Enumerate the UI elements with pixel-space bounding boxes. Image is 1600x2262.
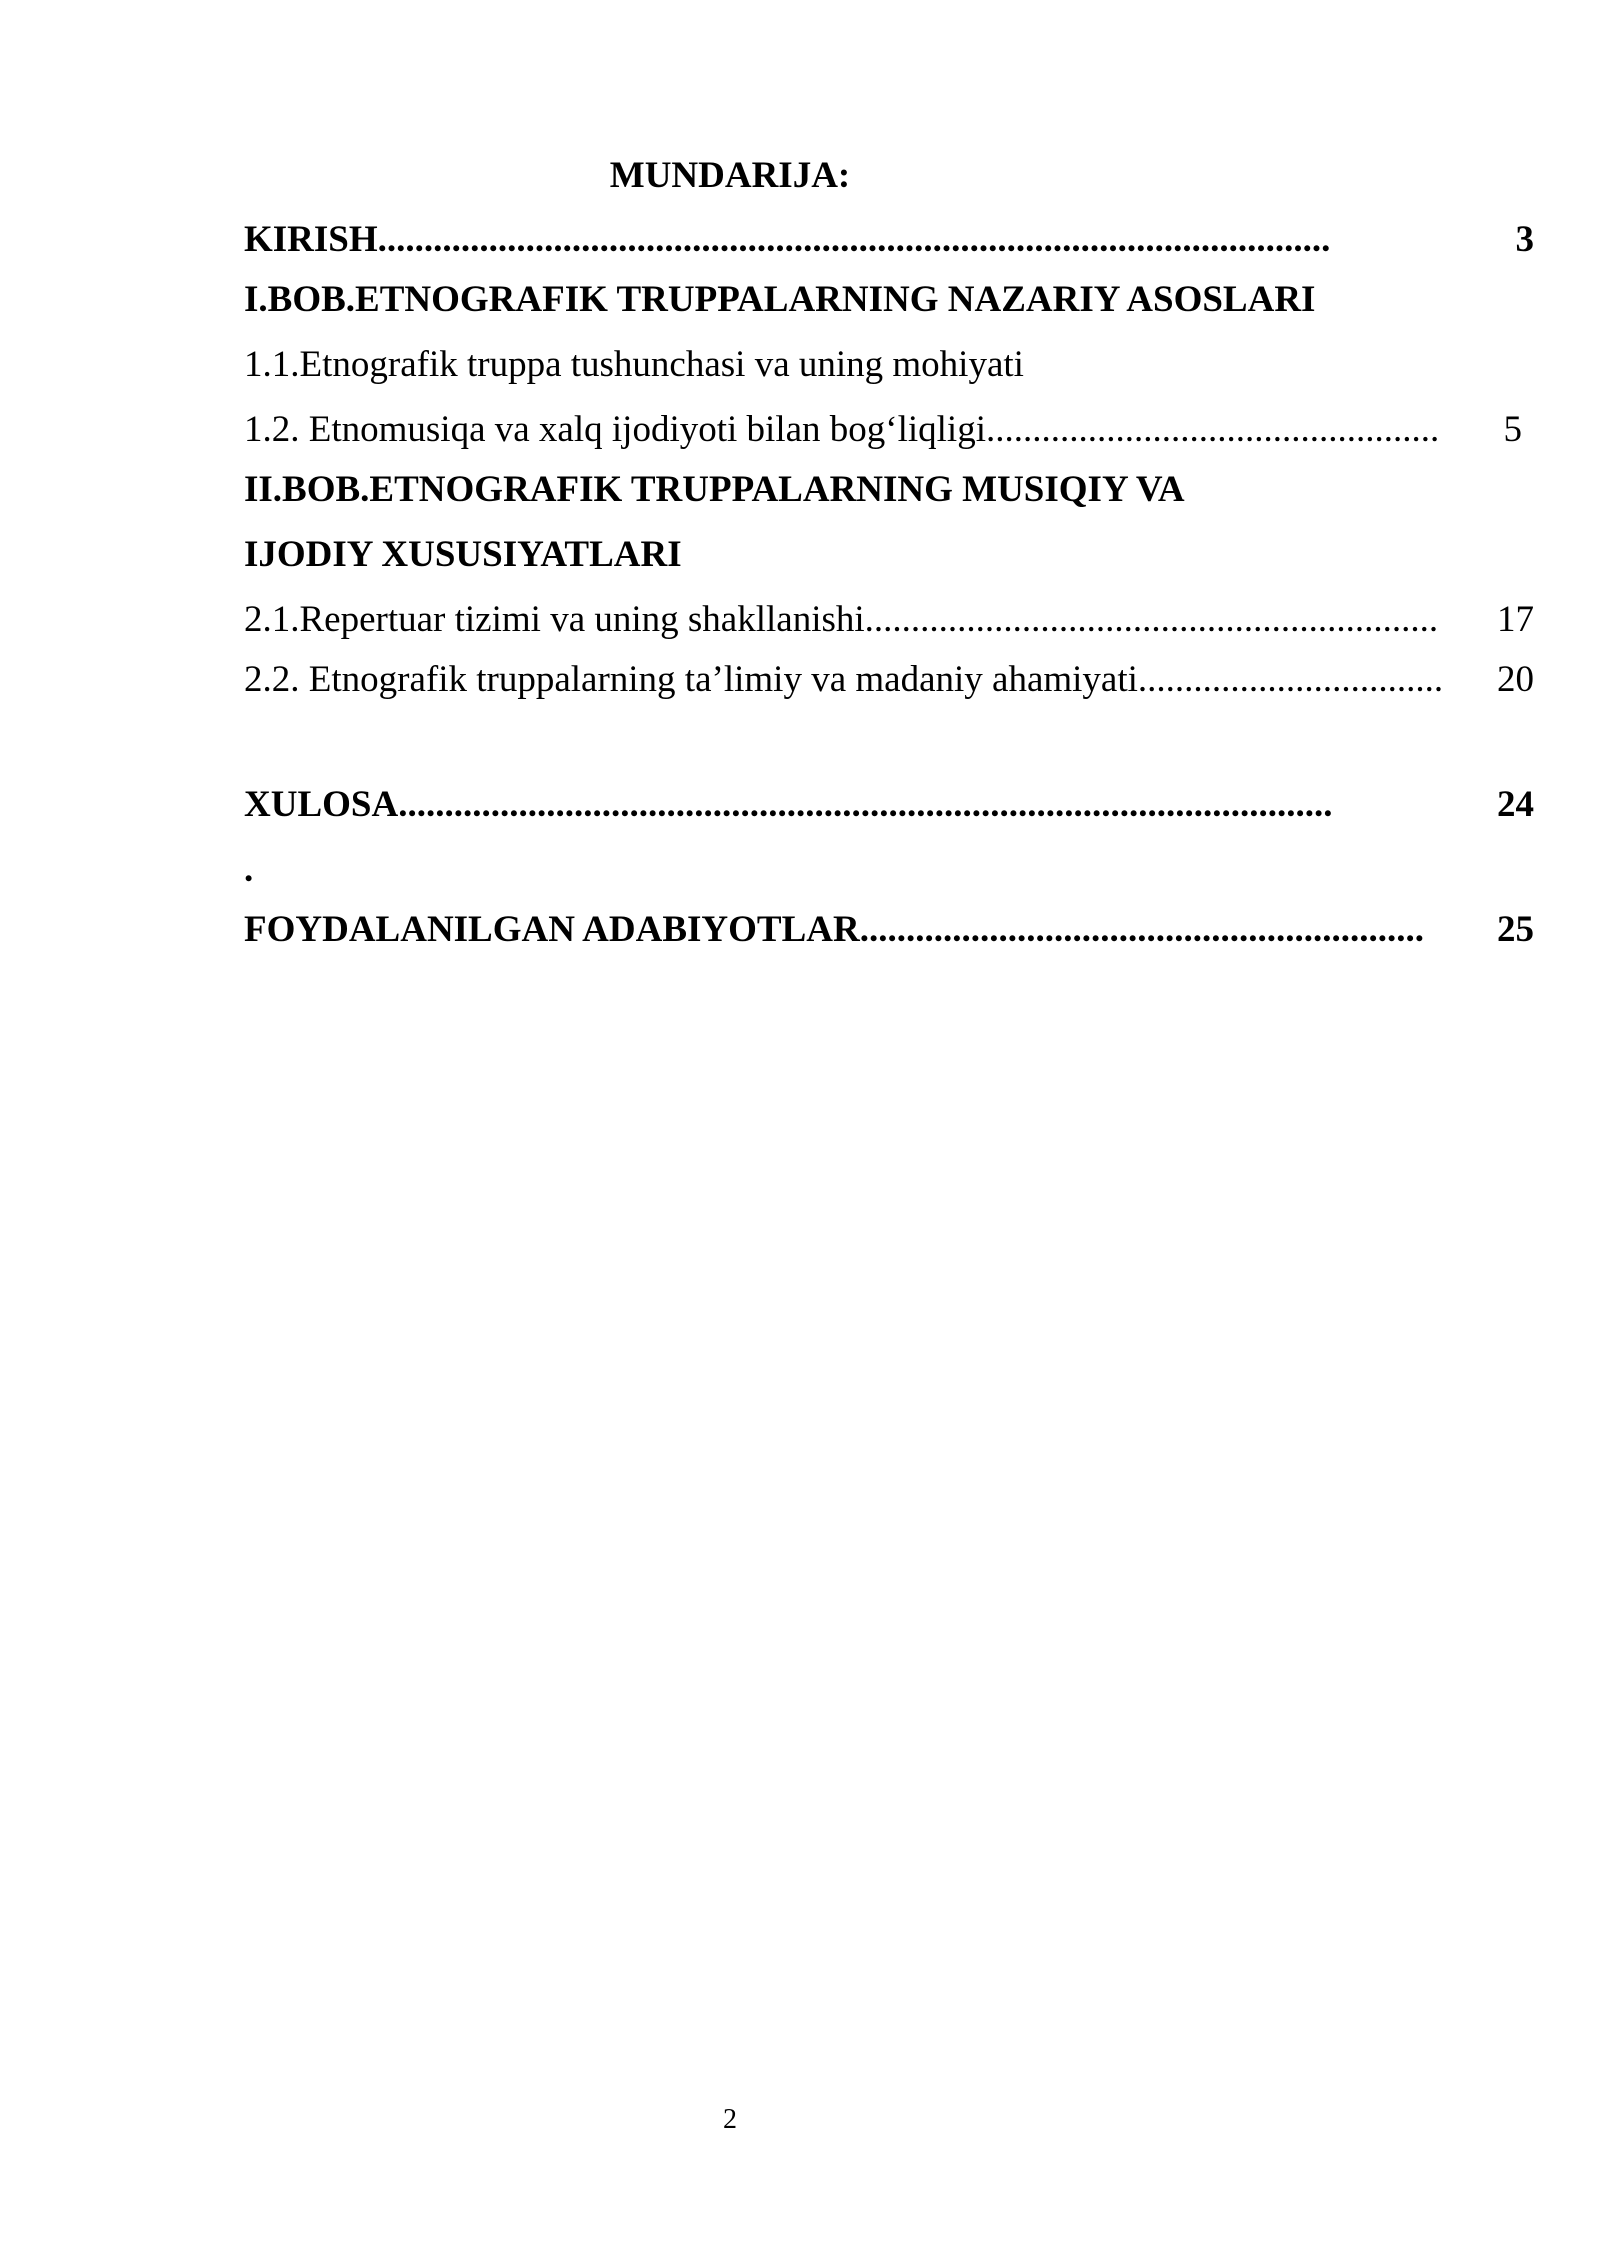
toc-entry-text: KIRISH....................................................................................................... [244, 219, 1331, 260]
toc-entry-1-2[interactable] [244, 406, 1534, 454]
toc-entry-text: IJODIY XUSUSIYATLARI [244, 534, 682, 575]
toc-entry-text: . [244, 849, 254, 890]
toc-entry-chapter-2-cont [244, 531, 1534, 579]
toc-entry-2-2[interactable] [244, 656, 1534, 704]
toc-entry-text: 1.1.Etnografik truppa tushunchasi va uning mohiyati [244, 344, 1024, 385]
toc-entry-text: I.BOB.ETNOGRAFIK TRUPPALARNING NAZARIY ASOSLARI [244, 279, 1316, 320]
toc-entry-page: 17 [1497, 599, 1534, 640]
toc-entry-chapter-2[interactable] [244, 466, 1534, 514]
toc-entry-text: XULOSA..................................................................................................... [244, 784, 1333, 825]
toc-entry-kirish[interactable] [244, 216, 1534, 264]
toc-entry-text: II.BOB.ETNOGRAFIK TRUPPALARNING MUSIQIY VA [244, 469, 1185, 510]
toc-entry-text: 2.1.Repertuar tizimi va uning shakllanishi.............................................................. [244, 599, 1439, 640]
toc-entry-page: 20 [1497, 659, 1534, 700]
toc-title: MUNDARIJA: [609, 155, 851, 196]
toc-entry-2-1[interactable] [244, 596, 1534, 644]
toc-stray-dot [244, 846, 1534, 894]
toc-entry-1-1[interactable] [244, 341, 1534, 389]
toc-entry-xulosa[interactable] [244, 781, 1534, 829]
toc-entry-text: FOYDALANILGAN ADABIYOTLAR............................................................. [244, 909, 1424, 950]
toc-entry-text: 2.2. Etnografik truppalarning ta’limiy va madaniy ahamiyati................................. [244, 659, 1444, 700]
toc-entry-references[interactable] [244, 906, 1534, 954]
toc-entry-page: 25 [1497, 909, 1534, 950]
toc-entry-page: 5 [1503, 409, 1522, 450]
toc-entry-page: 3 [1515, 219, 1534, 260]
toc-entry-text: 1.2. Etnomusiqa va xalq ijodiyoti bilan bog‘liqligi................................................. [244, 409, 1440, 450]
toc-entry-chapter-1[interactable] [244, 276, 1534, 324]
page-number: 2 [723, 2104, 737, 2135]
toc-entry-page: 24 [1497, 784, 1534, 825]
